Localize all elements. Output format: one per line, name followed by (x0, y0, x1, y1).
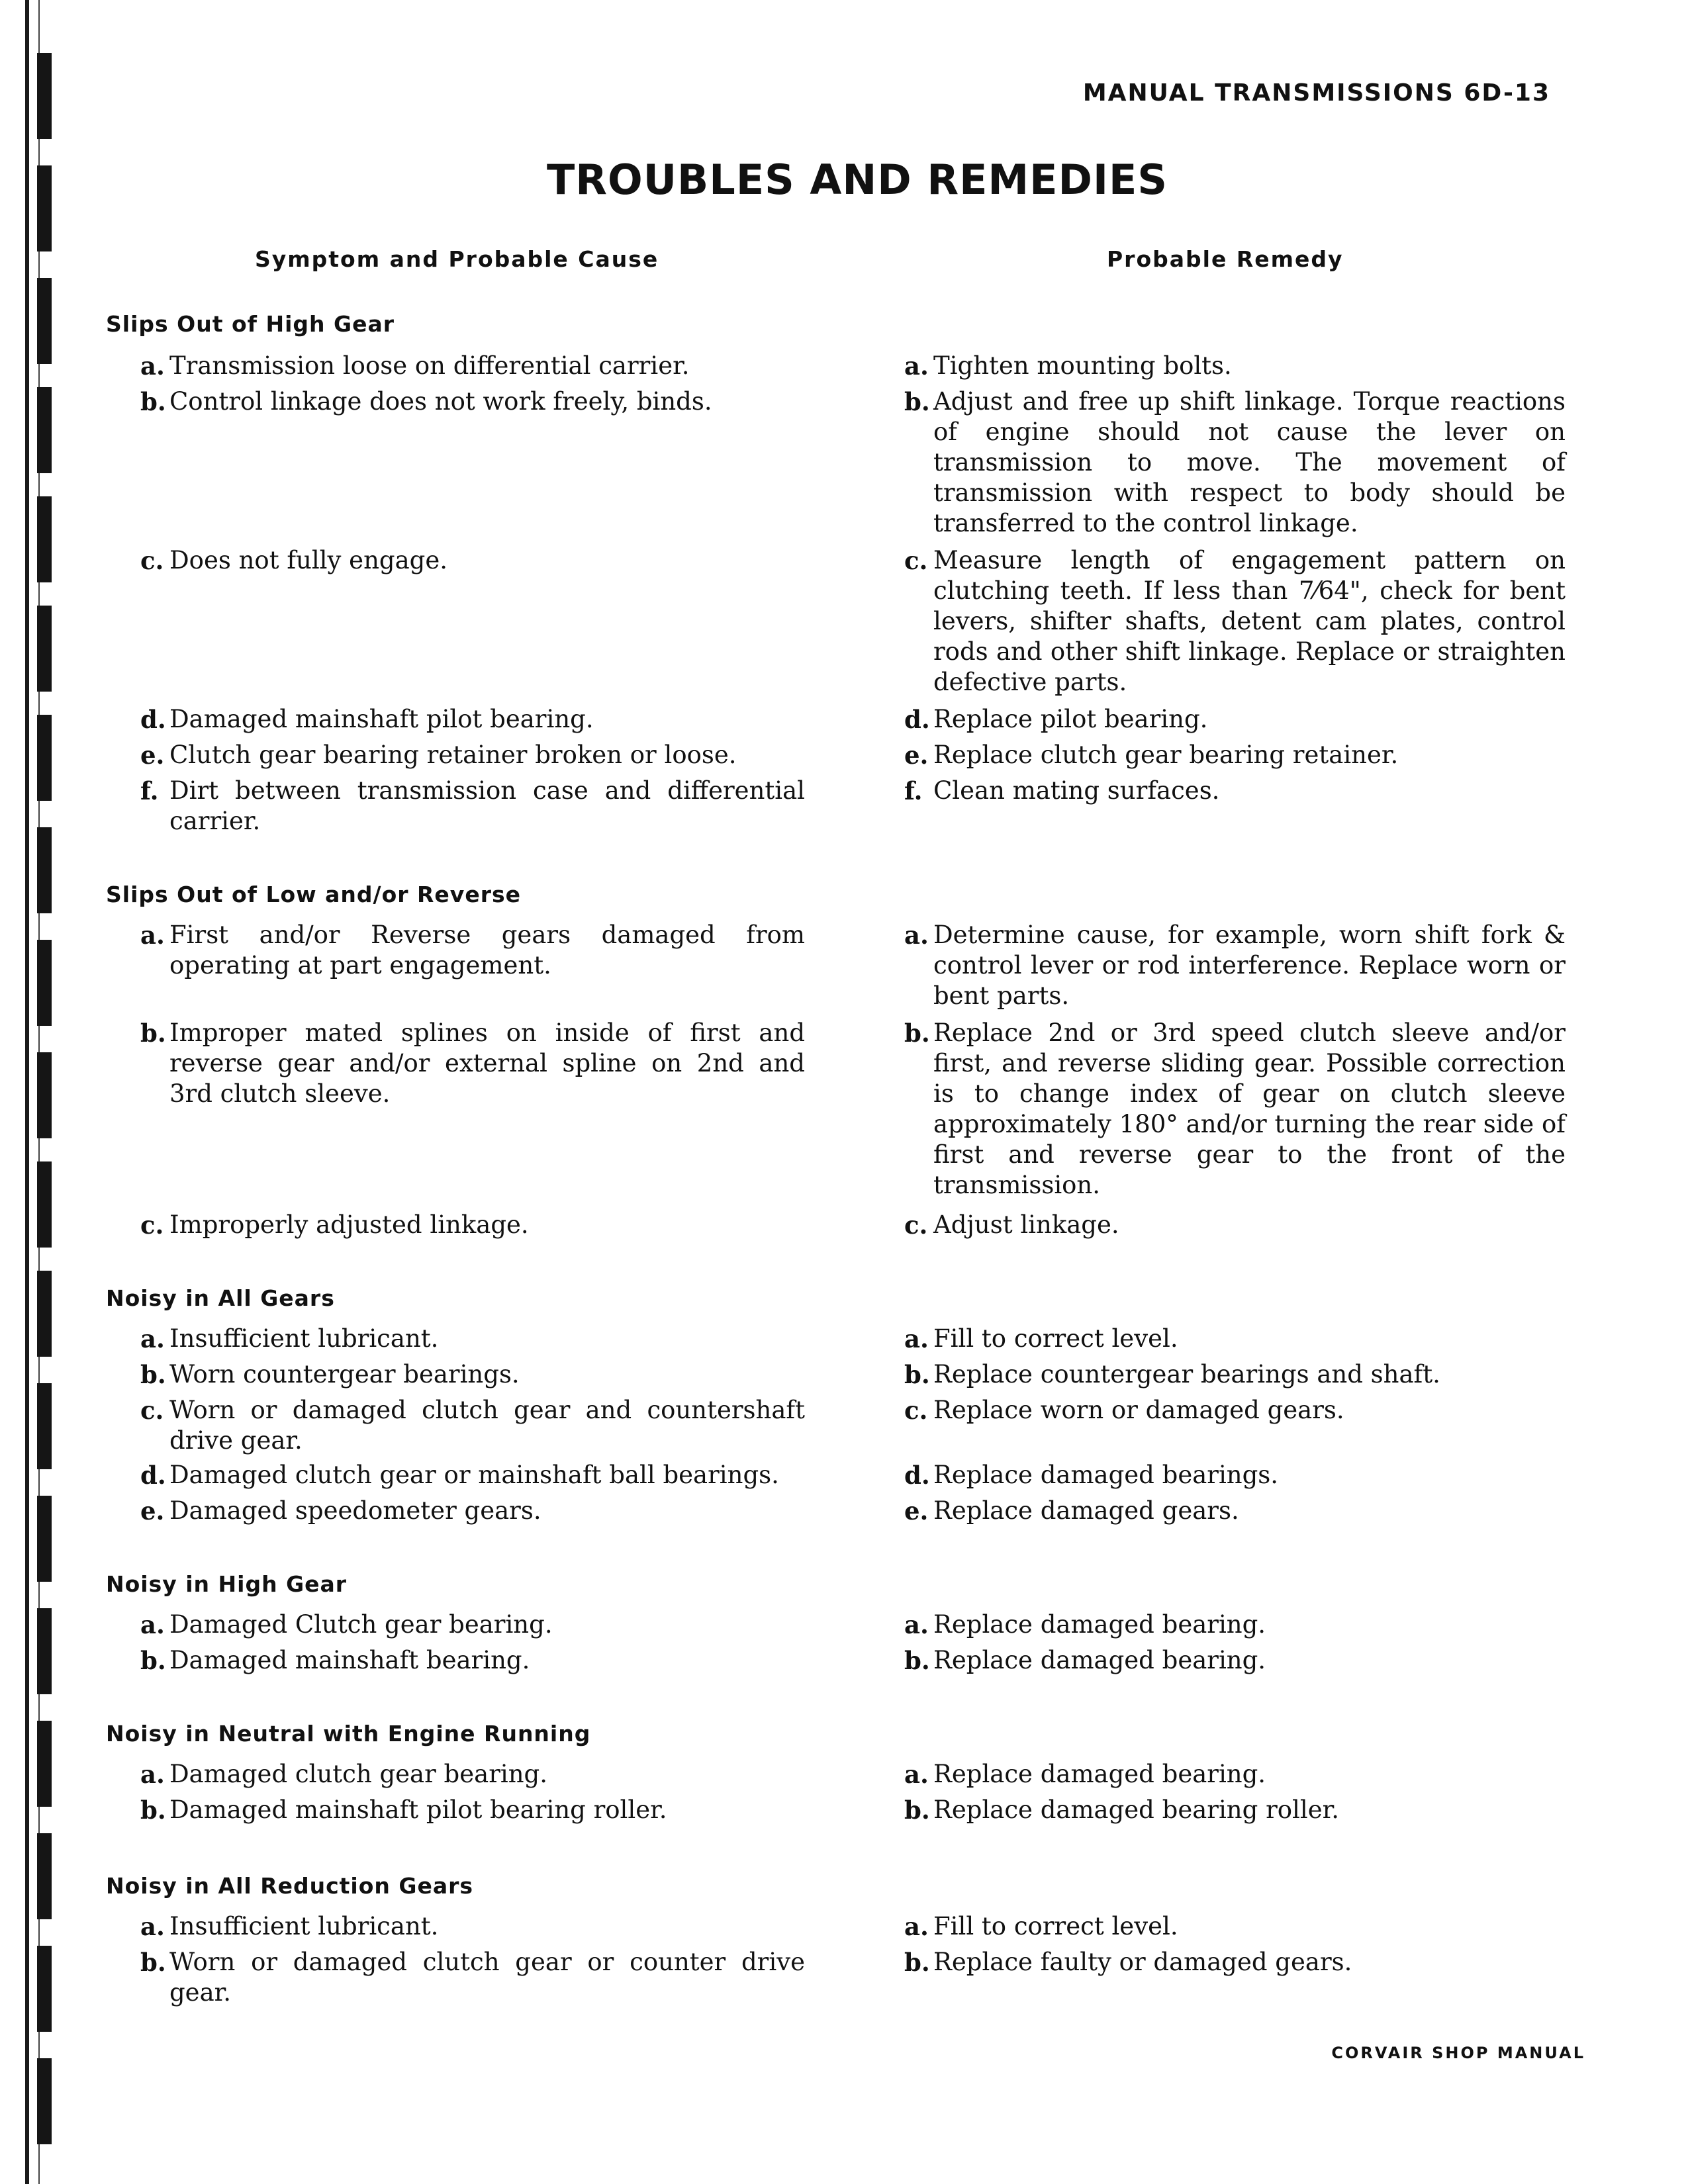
symptom-item: c. Does not fully engage. (140, 546, 447, 575)
remedy-text: Tighten mounting bolts. (933, 351, 1232, 380)
binding-mark (37, 1833, 52, 1919)
symptom-text: Damaged Clutch gear bearing. (169, 1610, 553, 1639)
symptom-text: Clutch gear bearing retainer broken or loose. (169, 741, 737, 769)
symptom-text: Damaged speedometer gears. (169, 1496, 541, 1525)
binding-mark (37, 1946, 52, 2032)
symptom-item: f. Dirt between transmission case and differential carrier. (140, 776, 805, 835)
symptom-item: a. Transmission loose on differential carrier. (140, 351, 690, 381)
remedy-text: Replace countergear bearings and shaft. (933, 1360, 1440, 1388)
binding-mark (37, 496, 52, 582)
remedy-column-heading: Probable Remedy (1107, 246, 1344, 272)
section-title: Noisy in All Reduction Gears (106, 1873, 474, 1899)
remedy-text: Measure length of engagement pattern on clutching teeth. If less than 7⁄64", check for bent levers, shifter shafts, detent cam plates, control rods and other shift linkage. Replace or straighten defective parts. (933, 546, 1566, 696)
binding-mark (37, 715, 52, 801)
remedy-text: Replace damaged bearing. (933, 1610, 1266, 1639)
symptom-text: Control linkage does not work freely, binds. (169, 387, 712, 416)
remedy-text: Replace worn or damaged gears. (933, 1396, 1344, 1424)
binding-mark (37, 1383, 52, 1469)
symptom-text: Worn or damaged clutch gear or counter drive gear. (169, 1948, 805, 2007)
binding-mark (37, 827, 52, 913)
section-title: Noisy in All Gears (106, 1285, 335, 1311)
binding-mark (37, 1721, 52, 1807)
remedy-text: Adjust and free up shift linkage. Torque reactions of engine should not cause the lever on transmission to move. The movement of transmission with respect to body should be transferred to the control linkage. (933, 387, 1566, 537)
remedy-item: b. Replace damaged bearing. (904, 1646, 1266, 1675)
remedy-item: b. Replace 2nd or 3rd speed clutch sleeve and/or first, and reverse sliding gear. Possible correction is to change index of gear on clutch sleeve approximately 180° and/or turning the rear side of first and reverse gear to the front of the transmission. (904, 1019, 1566, 1199)
symptom-text: Insufficient lubricant. (169, 1912, 439, 1940)
binding-mark (37, 1052, 52, 1138)
binding-mark (37, 1161, 52, 1248)
symptom-text: Dirt between transmission case and differential carrier. (169, 776, 805, 835)
binding-mark (37, 53, 52, 139)
binding-mark (37, 940, 52, 1026)
symptom-item: a. Damaged Clutch gear bearing. (140, 1610, 553, 1639)
remedy-item: b. Replace faulty or damaged gears. (904, 1948, 1352, 1977)
remedy-item: a. Tighten mounting bolts. (904, 351, 1232, 381)
remedy-text: Determine cause, for example, worn shift fork & control lever or rod interference. Replace worn or bent parts. (933, 921, 1566, 1010)
binding-mark (37, 278, 52, 364)
symptom-text: Damaged clutch gear bearing. (169, 1760, 547, 1788)
symptom-item: d. Damaged clutch gear or mainshaft ball bearings. (140, 1461, 779, 1490)
remedy-text: Replace pilot bearing. (933, 705, 1208, 733)
remedy-text: Replace clutch gear bearing retainer. (933, 741, 1399, 769)
remedy-item: a. Fill to correct level. (904, 1912, 1178, 1941)
symptom-column-heading: Symptom and Probable Cause (255, 246, 659, 272)
remedy-text: Adjust linkage. (933, 1210, 1119, 1239)
symptom-text: Insufficient lubricant. (169, 1324, 439, 1353)
remedy-item: b. Replace damaged bearing roller. (904, 1796, 1339, 1825)
remedy-text: Replace faulty or damaged gears. (933, 1948, 1352, 1976)
remedy-item: a. Determine cause, for example, worn shift fork & control lever or rod interference. Replace worn or bent parts. (904, 921, 1566, 1010)
symptom-item: a. First and/or Reverse gears damaged from operating at part engagement. (140, 921, 805, 979)
binding-mark (37, 1271, 52, 1357)
remedy-text: Replace 2nd or 3rd speed clutch sleeve and/or first, and reverse sliding gear. Possible correction is to change index of gear on clutch sleeve approximately 180° and/or turning the rear side of first and reverse gear to the front of the transmission. (933, 1019, 1566, 1199)
remedy-item: c. Measure length of engagement pattern on clutching teeth. If less than 7⁄64", check for bent levers, shifter shafts, detent cam plates, control rods and other shift linkage. Replace or straighten defective parts. (904, 546, 1566, 696)
remedy-item: e. Replace damaged gears. (904, 1496, 1239, 1525)
symptom-item: d. Damaged mainshaft pilot bearing. (140, 705, 594, 734)
remedy-text: Replace damaged gears. (933, 1496, 1239, 1525)
symptom-item: a. Insufficient lubricant. (140, 1324, 439, 1353)
remedy-item: d. Replace damaged bearings. (904, 1461, 1279, 1490)
symptom-item: b. Control linkage does not work freely, binds. (140, 387, 712, 416)
symptom-item: e. Clutch gear bearing retainer broken or loose. (140, 741, 737, 770)
page-title: TROUBLES AND REMEDIES (546, 156, 1168, 204)
symptom-item: c. Improperly adjusted linkage. (140, 1210, 529, 1240)
remedy-text: Replace damaged bearings. (933, 1461, 1279, 1489)
symptom-text: Worn countergear bearings. (169, 1360, 520, 1388)
binding-edge (25, 0, 29, 2184)
binding-mark (37, 1496, 52, 1582)
remedy-item: a. Fill to correct level. (904, 1324, 1178, 1353)
remedy-item: a. Replace damaged bearing. (904, 1610, 1266, 1639)
symptom-item: a. Insufficient lubricant. (140, 1912, 439, 1941)
remedy-item: b. Adjust and free up shift linkage. Torque reactions of engine should not cause the lever on transmission to move. The movement of transmission with respect to body should be transferred to the control linkage. (904, 387, 1566, 537)
remedy-text: Replace damaged bearing roller. (933, 1796, 1339, 1824)
remedy-item: d. Replace pilot bearing. (904, 705, 1208, 734)
symptom-text: Does not fully engage. (169, 546, 447, 574)
section-title: Noisy in High Gear (106, 1571, 348, 1597)
remedy-text: Clean mating surfaces. (933, 776, 1220, 805)
symptom-item: b. Damaged mainshaft bearing. (140, 1646, 530, 1675)
symptom-text: Damaged mainshaft pilot bearing roller. (169, 1796, 667, 1824)
symptom-item: b. Damaged mainshaft pilot bearing roller. (140, 1796, 667, 1825)
remedy-item: a. Replace damaged bearing. (904, 1760, 1266, 1789)
symptom-text: Improper mated splines on inside of first and reverse gear and/or external spline on 2nd and 3rd clutch sleeve. (169, 1019, 805, 1108)
symptom-text: Transmission loose on differential carrier. (169, 351, 690, 380)
page-footer: CORVAIR SHOP MANUAL (1331, 2044, 1585, 2062)
binding-mark (37, 387, 52, 473)
remedy-text: Replace damaged bearing. (933, 1760, 1266, 1788)
section-title: Slips Out of Low and/or Reverse (106, 882, 521, 907)
remedy-item: f. Clean mating surfaces. (904, 776, 1220, 805)
symptom-text: Worn or damaged clutch gear and countershaft drive gear. (169, 1396, 805, 1455)
symptom-item: b. Improper mated splines on inside of first and reverse gear and/or external spline on 2nd and 3rd clutch sleeve. (140, 1019, 805, 1108)
binding-mark (37, 2058, 52, 2144)
symptom-item: c. Worn or damaged clutch gear and countershaft drive gear. (140, 1396, 805, 1455)
symptom-text: Damaged clutch gear or mainshaft ball bearings. (169, 1461, 779, 1489)
remedy-text: Fill to correct level. (933, 1324, 1178, 1353)
remedy-item: c. Replace worn or damaged gears. (904, 1396, 1344, 1425)
symptom-item: b. Worn or damaged clutch gear or counter drive gear. (140, 1948, 805, 2007)
running-header: MANUAL TRANSMISSIONS 6D-13 (1082, 79, 1550, 107)
section-title: Slips Out of High Gear (106, 311, 395, 337)
symptom-text: First and/or Reverse gears damaged from operating at part engagement. (169, 921, 805, 979)
symptom-text: Damaged mainshaft bearing. (169, 1646, 530, 1674)
section-title: Noisy in Neutral with Engine Running (106, 1721, 591, 1747)
binding-mark (37, 606, 52, 692)
symptom-item: e. Damaged speedometer gears. (140, 1496, 541, 1525)
binding-mark (37, 1608, 52, 1694)
symptom-text: Improperly adjusted linkage. (169, 1210, 529, 1239)
remedy-item: e. Replace clutch gear bearing retainer. (904, 741, 1399, 770)
remedy-item: b. Replace countergear bearings and shaft. (904, 1360, 1440, 1389)
remedy-text: Replace damaged bearing. (933, 1646, 1266, 1674)
remedy-item: c. Adjust linkage. (904, 1210, 1119, 1240)
remedy-text: Fill to correct level. (933, 1912, 1178, 1940)
symptom-text: Damaged mainshaft pilot bearing. (169, 705, 594, 733)
symptom-item: a. Damaged clutch gear bearing. (140, 1760, 547, 1789)
symptom-item: b. Worn countergear bearings. (140, 1360, 520, 1389)
